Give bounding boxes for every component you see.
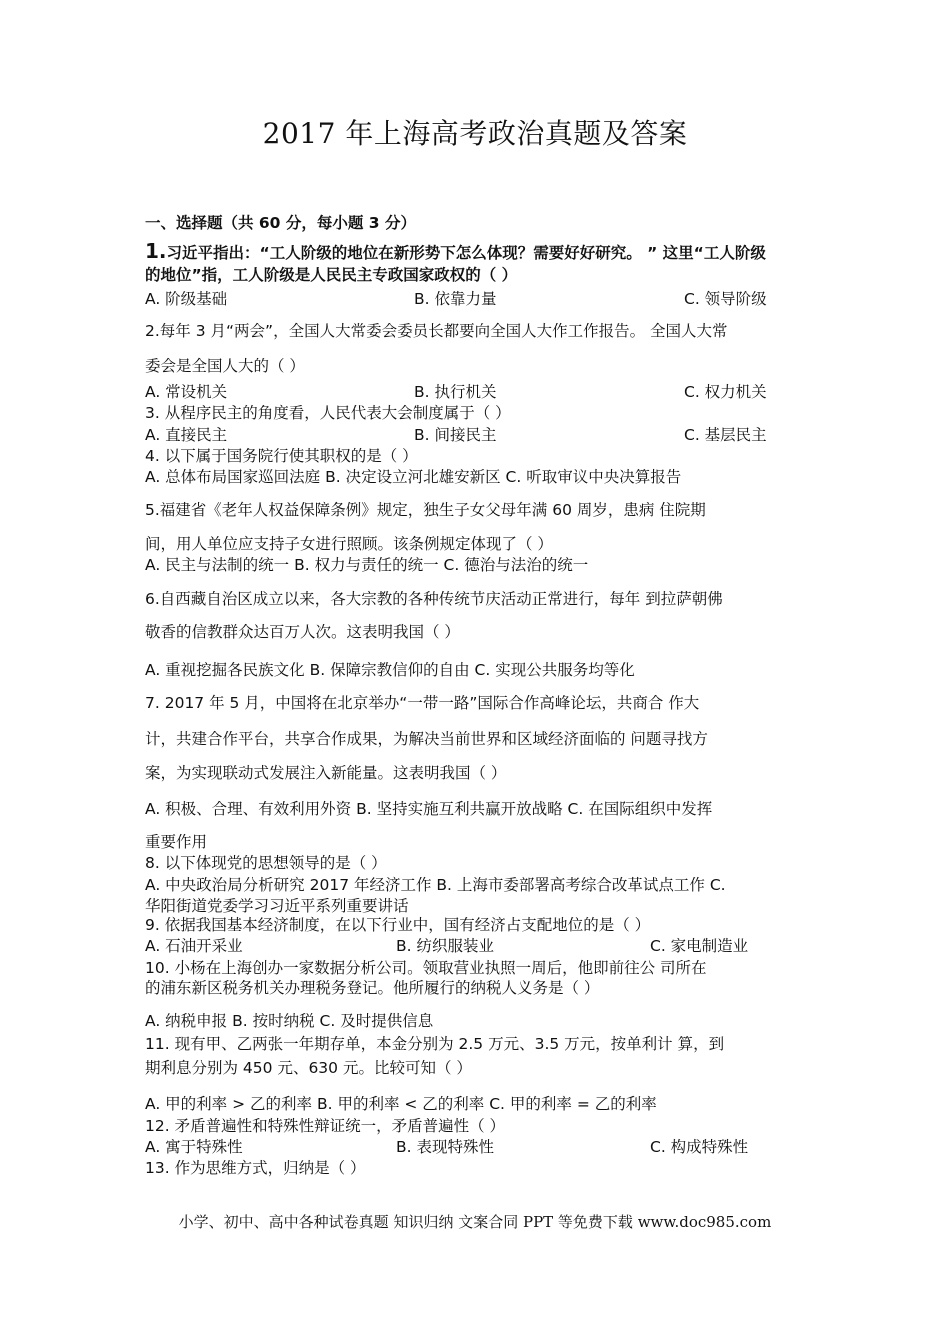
question-1-line-2: 的地位”指，工人阶级是人民民主专政国家政权的（ ） [145, 266, 518, 284]
option-c: C. 构成特殊性 [650, 1138, 749, 1156]
question-7-options-line-2: 重要作用 [145, 833, 208, 851]
question-5: 5.福建省《老年人权益保障条例》规定，独生子女父母年满 60 周岁，患病 住院期 [145, 501, 706, 519]
question-6: 6.自西藏自治区成立以来，各大宗教的各种传统节庆活动正常进行，每年 到拉萨朝佛 [145, 590, 723, 608]
option-a: A. 常设机关 [145, 383, 228, 401]
question-10-line-2: 的浦东新区税务机关办理税务登记。他所履行的纳税人义务是（ ） [145, 979, 600, 997]
question-4-options: A. 总体布局国家巡回法庭 B. 决定设立河北雄安新区 C. 听取审议中央决算报告 [145, 468, 682, 486]
question-11-line-2: 期利息分别为 450 元、630 元。比较可知（ ） [145, 1059, 472, 1077]
question-5-options: A. 民主与法制的统一 B. 权力与责任的统一 C. 德治与法治的统一 [145, 556, 589, 574]
section-heading: 一、选择题（共 60 分，每小题 3 分） [145, 214, 416, 232]
option-c: C. 家电制造业 [650, 937, 749, 955]
question-number: 1. [145, 239, 167, 263]
question-7: 7. 2017 年 5 月，中国将在北京举办“一带一路”国际合作高峰论坛，共商合 作大 [145, 694, 700, 712]
option-a: A. 石油开采业 [145, 937, 243, 955]
question-3: 3. 从程序民主的角度看，人民代表大会制度属于（ ） [145, 404, 511, 422]
option-b: B. 表现特殊性 [396, 1138, 494, 1156]
question-10-options: A. 纳税申报 B. 按时纳税 C. 及时提供信息 [145, 1012, 434, 1030]
page-title: 2017 年上海高考政治真题及答案 [262, 117, 688, 150]
question-13: 13. 作为思维方式，归纳是（ ） [145, 1159, 366, 1177]
option-c: C. 权力机关 [684, 383, 767, 401]
question-2-line-2: 委会是全国人大的（ ） [145, 357, 305, 375]
option-a: A. 直接民主 [145, 426, 228, 444]
question-1 [145, 241, 766, 263]
question-7-options: A. 积极、合理、有效利用外资 B. 坚持实施互利共赢开放战略 C. 在国际组织中发挥 [145, 800, 713, 818]
question-11: 11. 现有甲、乙两张一年期存单，本金分别为 2.5 万元、3.5 万元，按单利计 算，到 [145, 1035, 725, 1053]
question-5-line-2: 间，用人单位应支持子女进行照顾。该条例规定体现了（ ） [145, 535, 553, 553]
question-8: 8. 以下体现党的思想领导的是（ ） [145, 854, 387, 872]
option-b: B. 纺织服装业 [396, 937, 494, 955]
option-b: B. 依靠力量 [414, 290, 497, 308]
option-b: B. 间接民主 [414, 426, 497, 444]
option-b: B. 执行机关 [414, 383, 497, 401]
option-a: A. 阶级基础 [145, 290, 228, 308]
question-6-line-2: 敬香的信教群众达百万人次。这表明我国（ ） [145, 623, 460, 641]
option-c: C. 基层民主 [684, 426, 767, 444]
question-4: 4. 以下属于国务院行使其职权的是（ ） [145, 447, 418, 465]
question-12: 12. 矛盾普遍性和特殊性辩证统一，矛盾普遍性（ ） [145, 1117, 506, 1135]
question-8-options: A. 中央政治局分析研究 2017 年经济工作 B. 上海市委部署高考综合改革试点工作 C. [145, 876, 726, 894]
question-8-options-line-2: 华阳街道党委学习习近平系列重要讲话 [145, 897, 409, 915]
page-footer: 小学、初中、高中各种试卷真题 知识归纳 文案合同 PPT 等免费下载 www.doc985.com [178, 1213, 772, 1231]
question-11-options: A. 甲的利率 > 乙的利率 B. 甲的利率 < 乙的利率 C. 甲的利率 = 乙的利率 [145, 1095, 657, 1113]
question-7-line-3: 案，为实现联动式发展注入新能量。这表明我国（ ） [145, 764, 507, 782]
question-6-options: A. 重视挖掘各民族文化 B. 保障宗教信仰的自由 C. 实现公共服务均等化 [145, 661, 635, 679]
question-2: 2.每年 3 月“两会”，全国人大常委会委员长都要向全国人大作工作报告。 全国人大常 [145, 322, 728, 340]
question-10: 10. 小杨在上海创办一家数据分析公司。领取营业执照一周后，他即前往公 司所在 [145, 959, 707, 977]
question-text: 习近平指出：“工人阶级的地位在新形势下怎么体现？需要好好研究。 ” 这里“工人阶级 [166, 244, 766, 262]
option-a: A. 寓于特殊性 [145, 1138, 243, 1156]
question-9: 9. 依据我国基本经济制度，在以下行业中，国有经济占支配地位的是（ ） [145, 916, 651, 934]
option-c: C. 领导阶级 [684, 290, 767, 308]
question-7-line-2: 计，共建合作平台，共享合作成果，为解决当前世界和区域经济面临的 问题寻找方 [145, 730, 708, 748]
